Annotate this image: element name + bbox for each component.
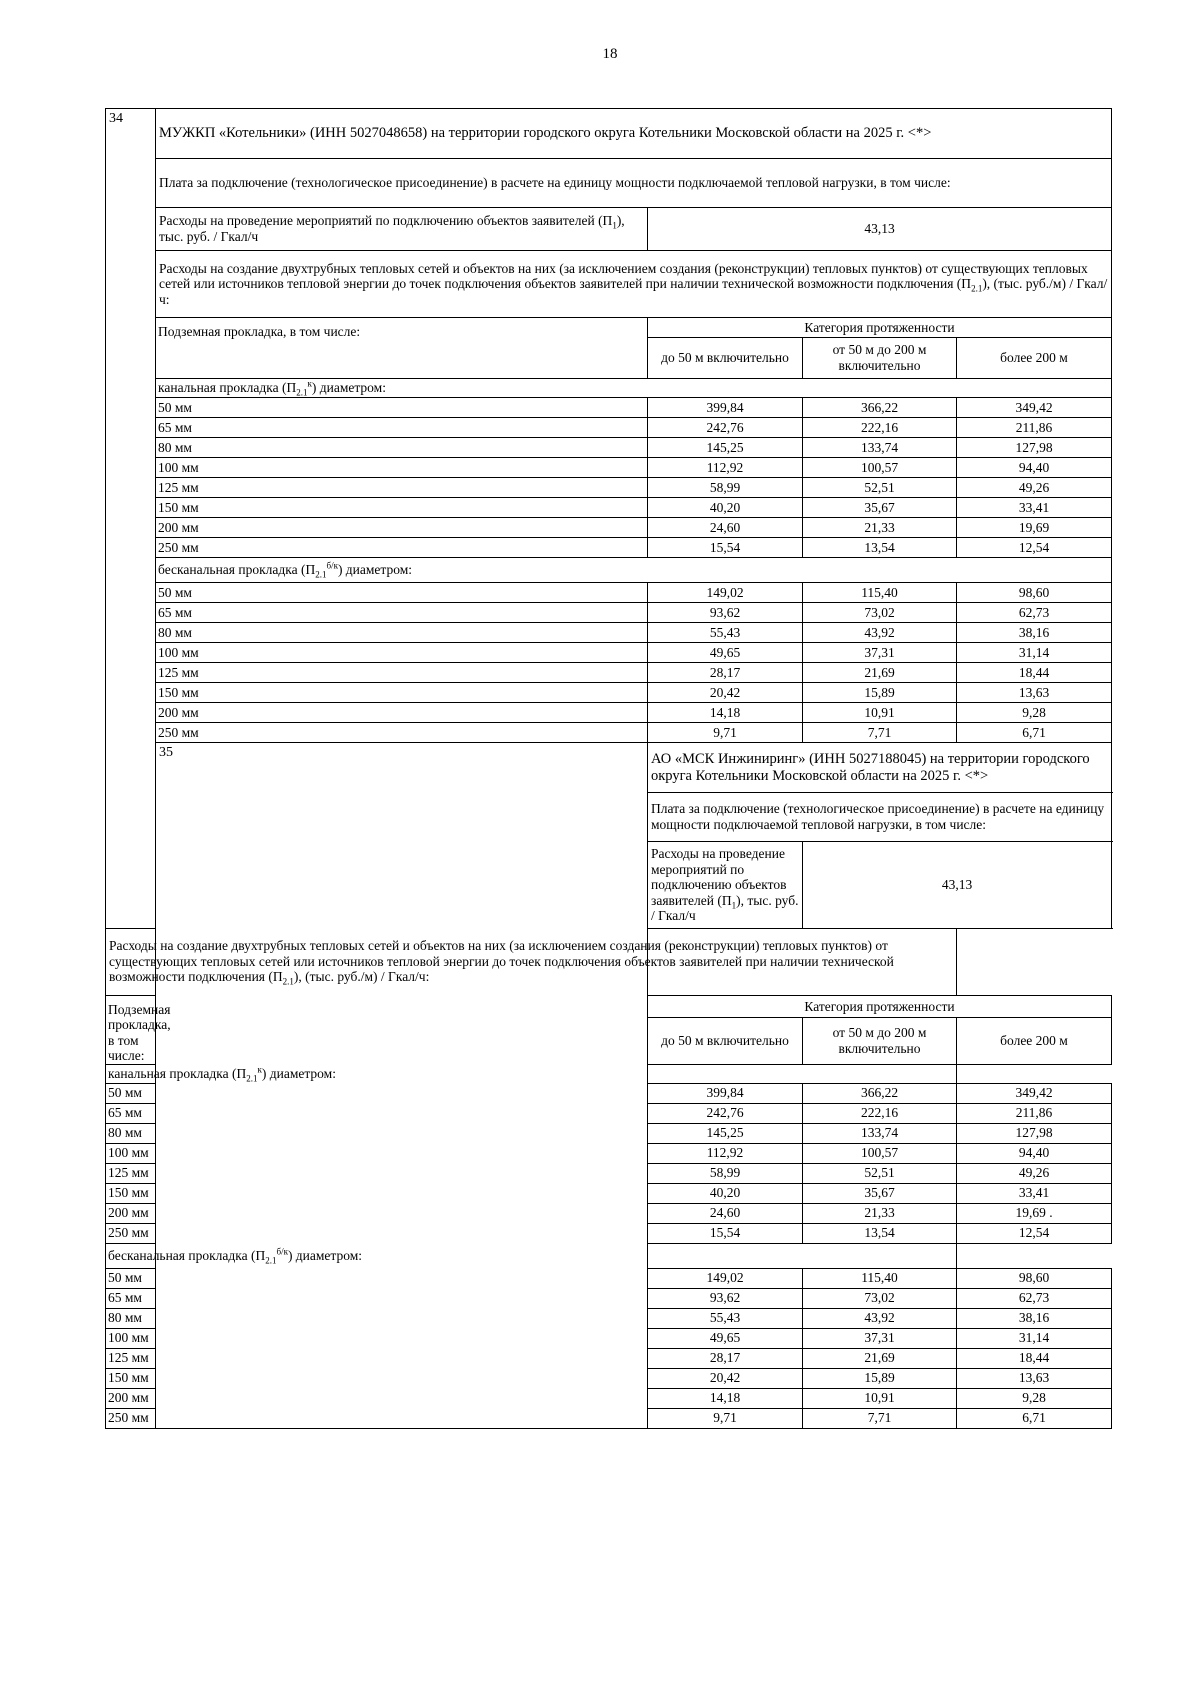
value-cell: 43,92	[803, 1308, 957, 1328]
value-cell: 211,86	[957, 418, 1112, 438]
value-cell: 21,33	[803, 1203, 957, 1223]
value-cell: 242,76	[648, 418, 803, 438]
value-cell: 100,57	[803, 458, 957, 478]
value-cell: 242,76	[648, 1103, 803, 1123]
diameter-cell: 150 мм	[106, 1183, 156, 1203]
channelless-section-row	[106, 558, 1112, 583]
value-cell: 7,71	[803, 1408, 957, 1428]
value-cell: 349,42	[957, 1083, 1112, 1103]
value-cell: 9,71	[648, 1408, 803, 1428]
p2-description	[106, 928, 957, 995]
channel-laying-label	[106, 1064, 957, 1083]
block-number: 34	[106, 109, 156, 929]
channel-label-text: канальная прокладка (П	[108, 1065, 247, 1081]
value-cell: 24,60	[648, 518, 803, 538]
block-header-row	[106, 109, 1112, 159]
value-cell: 10,91	[803, 703, 957, 723]
value-cell: 35,67	[803, 1183, 957, 1203]
value-cell: 37,31	[803, 643, 957, 663]
value-cell: 58,99	[648, 478, 803, 498]
value-cell: 6,71	[957, 723, 1112, 743]
channel-label-text-end: ) диаметром:	[261, 1065, 336, 1081]
column-header-50-to-200: от 50 м до 200 м включительно	[803, 338, 957, 379]
p1-label-subscript: 1	[731, 900, 737, 911]
p2-description-text: Расходы на создание двухтрубных тепловых сетей и объектов на них (за исключением создания (реконструкции) тепловых пунктов) от существующих тепловых сетей или источников тепловой энергии до точек подключения объектов заявителей при наличии технической возможности подключения (П	[109, 938, 894, 985]
value-cell: 127,98	[957, 1123, 1112, 1143]
table-row	[106, 703, 1112, 723]
value-cell: 18,44	[957, 663, 1112, 683]
value-cell: 13,54	[803, 1223, 957, 1243]
fee-intro-row	[106, 159, 1112, 208]
channel-label-text: канальная прокладка (П	[158, 380, 297, 396]
value-cell: 145,25	[648, 1123, 803, 1143]
p1-label	[648, 842, 803, 929]
diameter-cell: 200 мм	[156, 703, 648, 723]
value-cell: 133,74	[803, 438, 957, 458]
column-header-over-200: более 200 м	[957, 338, 1112, 379]
p2-description-subscript: 2.1	[282, 977, 294, 988]
value-cell: 37,31	[803, 1328, 957, 1348]
p1-row	[106, 208, 1112, 251]
value-cell: 55,43	[648, 1308, 803, 1328]
channelless-label-subscript: 2.1	[265, 1255, 277, 1266]
value-cell: 38,16	[957, 623, 1112, 643]
diameter-cell: 100 мм	[106, 1328, 156, 1348]
value-cell: 149,02	[648, 1268, 803, 1288]
value-cell: 62,73	[957, 1288, 1112, 1308]
diameter-cell: 125 мм	[106, 1163, 156, 1183]
value-cell: 94,40	[957, 1143, 1112, 1163]
value-cell: 115,40	[803, 583, 957, 603]
channelless-section-row	[106, 1243, 1112, 1268]
p1-label-text: Расходы на проведение мероприятий по подключению объектов заявителей (П	[651, 846, 787, 908]
diameter-cell: 65 мм	[106, 1103, 156, 1123]
value-cell: 62,73	[957, 603, 1112, 623]
channel-section-row	[106, 1064, 1112, 1083]
diameter-cell: 100 мм	[106, 1143, 156, 1163]
table-row	[106, 583, 1112, 603]
value-cell: 149,02	[648, 583, 803, 603]
channel-laying-label	[156, 379, 1112, 398]
value-cell: 18,44	[957, 1348, 1112, 1368]
value-cell: 73,02	[803, 603, 957, 623]
value-cell: 20,42	[648, 1368, 803, 1388]
value-cell: 40,20	[648, 1183, 803, 1203]
value-cell: 52,51	[803, 478, 957, 498]
value-cell: 399,84	[648, 398, 803, 418]
underground-label: Подземная прокладка, в том числе:	[156, 318, 648, 379]
value-cell: 222,16	[803, 418, 957, 438]
value-cell: 100,57	[803, 1143, 957, 1163]
p2-description	[156, 251, 1112, 318]
value-cell: 9,28	[957, 1388, 1112, 1408]
page-number: 18	[602, 46, 618, 62]
channel-label-superscript: к	[257, 1064, 262, 1075]
value-cell: 73,02	[803, 1288, 957, 1308]
value-cell: 399,84	[648, 1083, 803, 1103]
diameter-cell: 150 мм	[106, 1368, 156, 1388]
diameter-cell: 80 мм	[106, 1123, 156, 1143]
value-cell: 9,71	[648, 723, 803, 743]
diameter-cell: 200 мм	[106, 1203, 156, 1223]
value-cell: 20,42	[648, 683, 803, 703]
value-cell: 349,42	[957, 398, 1112, 418]
value-cell: 49,65	[648, 1328, 803, 1348]
value-cell: 40,20	[648, 498, 803, 518]
underground-label: Подземная прокладка, в том числе:	[106, 995, 156, 1064]
p1-value: 43,13	[803, 842, 1112, 929]
table-row	[106, 398, 1112, 418]
value-cell: 13,63	[957, 1368, 1112, 1388]
fee-intro: Плата за подключение (технологическое присоединение) в расчете на единицу мощности подключаемой тепловой нагрузки, в том числе:	[156, 159, 1112, 208]
value-cell: 366,22	[803, 398, 957, 418]
value-cell: 14,18	[648, 703, 803, 723]
value-cell: 211,86	[957, 1103, 1112, 1123]
diameter-cell: 50 мм	[106, 1268, 156, 1288]
value-cell: 15,54	[648, 538, 803, 558]
fee-intro: Плата за подключение (технологическое присоединение) в расчете на единицу мощности подключаемой тепловой нагрузки, в том числе:	[648, 793, 1112, 842]
channelless-laying-label	[156, 558, 1112, 583]
tariff-table	[105, 108, 1112, 1429]
category-header-row	[106, 318, 1112, 338]
value-cell: 49,65	[648, 643, 803, 663]
value-cell: 31,14	[957, 643, 1112, 663]
diameter-cell: 125 мм	[106, 1348, 156, 1368]
column-header-up-to-50: до 50 м включительно	[648, 338, 803, 379]
table-row	[106, 623, 1112, 643]
value-cell: 98,60	[957, 1268, 1112, 1288]
value-cell: 24,60	[648, 1203, 803, 1223]
value-cell: 14,18	[648, 1388, 803, 1408]
p1-value: 43,13	[648, 208, 1112, 251]
value-cell: 115,40	[803, 1268, 957, 1288]
channel-label-superscript: к	[307, 378, 312, 389]
value-cell: 93,62	[648, 1288, 803, 1308]
table-row	[106, 478, 1112, 498]
channelless-label-text-end: ) диаметром:	[287, 1247, 363, 1263]
value-cell: 222,16	[803, 1103, 957, 1123]
value-cell: 15,54	[648, 1223, 803, 1243]
diameter-cell: 125 мм	[156, 478, 648, 498]
channelless-label-text: бесканальная прокладка (П	[158, 562, 316, 578]
block-header-row	[106, 743, 1112, 793]
diameter-cell: 250 мм	[106, 1223, 156, 1243]
value-cell: 33,41	[957, 498, 1112, 518]
p1-label-text: Расходы на проведение мероприятий по подключению объектов заявителей (П	[159, 213, 613, 229]
table-row	[106, 603, 1112, 623]
table-row	[106, 418, 1112, 438]
diameter-cell: 100 мм	[156, 643, 648, 663]
diameter-cell: 50 мм	[156, 583, 648, 603]
category-header: Категория протяженности	[648, 995, 1112, 1018]
value-cell: 366,22	[803, 1083, 957, 1103]
value-cell: 112,92	[648, 1143, 803, 1163]
diameter-cell: 65 мм	[156, 603, 648, 623]
value-cell: 127,98	[957, 438, 1112, 458]
value-cell: 28,17	[648, 663, 803, 683]
table-row	[106, 643, 1112, 663]
p2-description-subscript: 2.1	[971, 283, 983, 294]
value-cell: 93,62	[648, 603, 803, 623]
channelless-label-text-end: ) диаметром:	[337, 562, 413, 578]
diameter-cell: 50 мм	[156, 398, 648, 418]
value-cell: 33,41	[957, 1183, 1112, 1203]
table-row	[106, 438, 1112, 458]
value-cell: 58,99	[648, 1163, 803, 1183]
p2-description-row	[106, 928, 1112, 995]
channelless-label-text: бесканальная прокладка (П	[108, 1247, 266, 1263]
organization-title: МУЖКП «Котельники» (ИНН 5027048658) на территории городского округа Котельники Московской области на 2025 г. <*>	[156, 109, 1112, 159]
value-cell: 145,25	[648, 438, 803, 458]
value-cell: 49,26	[957, 478, 1112, 498]
table-row	[106, 498, 1112, 518]
p2-description-text-end: ), (тыс. руб./м) / Гкал/ч:	[159, 276, 1108, 307]
value-cell: 9,28	[957, 703, 1112, 723]
diameter-cell: 65 мм	[106, 1288, 156, 1308]
value-cell: 7,71	[803, 723, 957, 743]
p2-description-text-end: ), (тыс. руб./м) / Гкал/ч:	[293, 969, 430, 985]
value-cell: 6,71	[957, 1408, 1112, 1428]
block-number: 35	[156, 743, 648, 1429]
p1-label-text-end: ), тыс. руб. / Гкал/ч	[159, 213, 625, 244]
diameter-cell: 150 мм	[156, 683, 648, 703]
value-cell: 12,54	[957, 1223, 1112, 1243]
value-cell: 31,14	[957, 1328, 1112, 1348]
value-cell: 21,33	[803, 518, 957, 538]
diameter-cell: 125 мм	[156, 663, 648, 683]
table-row	[106, 723, 1112, 743]
value-cell: 15,89	[803, 1368, 957, 1388]
value-cell: 13,54	[803, 538, 957, 558]
diameter-cell: 250 мм	[156, 538, 648, 558]
channelless-label-superscript: б/к	[326, 560, 338, 571]
value-cell: 28,17	[648, 1348, 803, 1368]
column-header-50-to-200: от 50 м до 200 м включительно	[803, 1018, 957, 1064]
channelless-laying-label	[106, 1243, 957, 1268]
column-header-up-to-50: до 50 м включительно	[648, 1018, 803, 1064]
channelless-label-superscript: б/к	[276, 1246, 288, 1257]
diameter-cell: 80 мм	[106, 1308, 156, 1328]
p2-description-row	[106, 251, 1112, 318]
value-cell: 43,92	[803, 623, 957, 643]
diameter-cell: 250 мм	[106, 1408, 156, 1428]
value-cell: 38,16	[957, 1308, 1112, 1328]
diameter-cell: 80 мм	[156, 438, 648, 458]
diameter-cell: 200 мм	[156, 518, 648, 538]
category-header: Категория протяженности	[648, 318, 1112, 338]
channel-section-row	[106, 379, 1112, 398]
value-cell: 21,69	[803, 663, 957, 683]
value-cell: 19,69	[957, 518, 1112, 538]
value-cell: 52,51	[803, 1163, 957, 1183]
organization-title: АО «МСК Инжиниринг» (ИНН 5027188045) на территории городского округа Котельники Московской области на 2025 г. <*>	[648, 743, 1112, 793]
table-row	[106, 538, 1112, 558]
value-cell: 35,67	[803, 498, 957, 518]
value-cell: 112,92	[648, 458, 803, 478]
diameter-cell: 50 мм	[106, 1083, 156, 1103]
channel-label-text-end: ) диаметром:	[311, 380, 386, 396]
p1-label-text-end: ), тыс. руб. / Гкал/ч	[651, 892, 799, 924]
table-row	[106, 458, 1112, 478]
value-cell: 94,40	[957, 458, 1112, 478]
value-cell: 21,69	[803, 1348, 957, 1368]
p1-label-subscript: 1	[612, 221, 617, 232]
column-header-over-200: более 200 м	[957, 1018, 1112, 1064]
value-cell: 49,26	[957, 1163, 1112, 1183]
channel-label-subscript: 2.1	[296, 387, 308, 398]
value-cell: 13,63	[957, 683, 1112, 703]
channelless-label-subscript: 2.1	[315, 569, 327, 580]
value-cell: 98,60	[957, 583, 1112, 603]
value-cell: 55,43	[648, 623, 803, 643]
diameter-cell: 100 мм	[156, 458, 648, 478]
diameter-cell: 150 мм	[156, 498, 648, 518]
p1-label	[156, 208, 648, 251]
diameter-cell: 80 мм	[156, 623, 648, 643]
table-row	[106, 683, 1112, 703]
table-row	[106, 518, 1112, 538]
p2-description-text: Расходы на создание двухтрубных тепловых сетей и объектов на них (за исключением создания (реконструкции) тепловых пунктов) от существующих тепловых сетей или источников тепловой энергии до точек подключения объектов заявителей при наличии технической возможности подключения (П	[159, 260, 1088, 292]
channel-label-subscript: 2.1	[246, 1073, 258, 1084]
value-cell: 19,69 .	[957, 1203, 1112, 1223]
value-cell: 133,74	[803, 1123, 957, 1143]
diameter-cell: 200 мм	[106, 1388, 156, 1408]
value-cell: 15,89	[803, 683, 957, 703]
value-cell: 10,91	[803, 1388, 957, 1408]
diameter-cell: 250 мм	[156, 723, 648, 743]
value-cell: 12,54	[957, 538, 1112, 558]
diameter-cell: 65 мм	[156, 418, 648, 438]
table-row	[106, 663, 1112, 683]
